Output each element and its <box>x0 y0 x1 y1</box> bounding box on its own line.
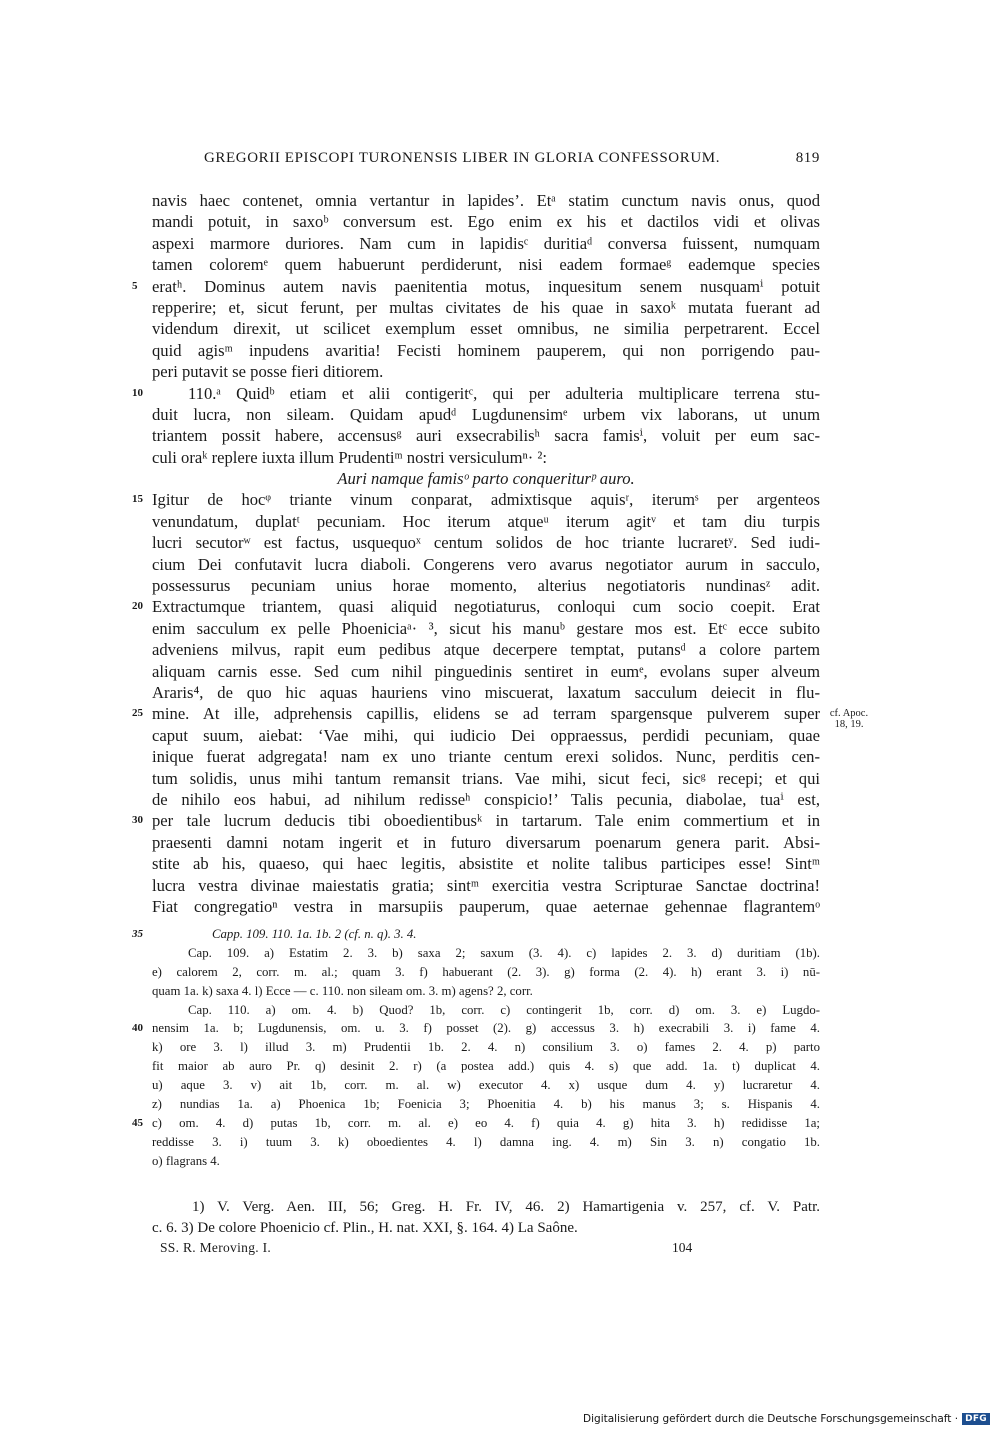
text-line-text: caput suum, aiebat: ‘Vae mihi, qui iudicio Dei oppraessus, perdidi pecuniam, quae <box>152 725 820 745</box>
line-number: 40 <box>132 1022 143 1035</box>
text-line-text: triantem possit habere, accensusᵍ auri exsecrabilisʰ sacra famisⁱ, voluit per eum sac- <box>152 426 820 446</box>
text-line-text: stite ab his, quaeso, qui haec legitis, absistite et nolite talibus participes esse! Sintᵐ <box>152 854 820 874</box>
text-line-text: possessurus pecuniam unius horae momento, alterius negotiatoris nundinasᶻ adit. <box>152 576 820 596</box>
text-line <box>152 725 820 746</box>
text-line-text: venundatum, duplatᵗ pecuniam. Hoc iterum atqueᵘ iterum agitᵛ et tam diu turpis <box>152 511 820 531</box>
text-line <box>152 425 820 446</box>
apparatus-line <box>152 963 820 982</box>
page-number: 819 <box>795 150 820 166</box>
funding-text: Digitalisierung gefördert durch die Deutsche Forschungsgemeinschaft · <box>583 1413 959 1425</box>
apparatus-line-text: o) flagrans 4. <box>152 1153 220 1168</box>
header-title: GREGORII EPISCOPI TURONENSIS LIBER IN GLORIA CONFESSORUM. <box>204 150 721 166</box>
dfg-logo: DFG <box>962 1413 990 1425</box>
text-line <box>132 383 820 404</box>
apparatus-line-text: fit maior ab auro Pr. q) desinit 2. r) (a postea add.) quis 4. s) que add. 1a. t) duplicat 4. <box>152 1059 820 1074</box>
apparatus-line <box>152 1152 820 1171</box>
text-line-text: lucri secutorʷ est factus, usquequoˣ centum solidos de hoc triante lucraretʸ. Sed iudi- <box>152 533 820 553</box>
text-line <box>152 853 820 874</box>
text-line-text: peri putavit se posse fieri ditiorem. <box>152 362 384 382</box>
apparatus-line <box>132 1114 820 1133</box>
apparatus-line-text: Cap. 109. a) Estatim 2. 3. b) saxa 2; saxum (3. 4). c) lapides 2. 3. d) duritiam (1b). <box>188 945 820 960</box>
text-line <box>152 789 820 810</box>
text-line <box>132 489 820 510</box>
signature-number: 104 <box>672 1240 693 1255</box>
text-line-text: de nihilo eos habui, ad nihilum redisseʰ conspicio!’ Talis pecunia, diabolae, tuaⁱ est, <box>152 789 820 809</box>
line-number: 30 <box>132 814 143 827</box>
line-number: 45 <box>132 1116 143 1129</box>
text-line-text: repperire; et, sicut ferunt, per multas civitates de his quae in saxoᵏ mutata fuerant ad <box>152 297 820 317</box>
text-line-text: tum solidis, unus mihi tantum remansit trians. Vae mihi, sicut feci, sicᵍ recepi; et qui <box>152 768 820 788</box>
text-line <box>152 468 820 489</box>
text-line <box>152 832 820 853</box>
text-line-text: lucra vestra divinae maiestatis gratia; sintᵐ exercitia vestra Scripturae Sanctae doctrina! <box>152 875 820 895</box>
apparatus-line <box>152 944 820 963</box>
text-line <box>152 297 820 318</box>
main-text <box>132 190 820 917</box>
text-line-text: mine. At ille, adprehensis capillis, elidens se ad terram spargensque pulverem super <box>152 704 820 724</box>
text-line <box>152 511 820 532</box>
text-line-text: quid agisᵐ inpudens avaritia! Fecisti hominem pauperem, qui non porrigendo pau- <box>152 340 820 360</box>
apparatus-line <box>152 982 820 1001</box>
line-number: 5 <box>132 279 138 292</box>
text-line <box>152 875 820 896</box>
text-line <box>152 682 820 703</box>
text-line-text: per tale lucrum deducis tibi oboedientibusᵏ in tartarum. Tale enim commertium et in <box>152 811 820 831</box>
text-line <box>132 596 820 617</box>
text-line-text: aspexi marmore duriores. Nam cum in lapidisᶜ duritiaᵈ conversa fuissent, numquam <box>152 233 820 253</box>
apparatus-line <box>132 925 820 944</box>
text-line-text: Extractumque triantem, quasi aliquid negotiaturus, conloqui cum socio coepit. Erat <box>152 597 820 617</box>
text-line-text: cium Dei confutavit lucra diaboli. Congerens vero avarus negotiator aurum in sacculo, <box>152 554 820 574</box>
text-line-text: praesenti damni notam ingerit et in futuro diversarum poenarum genera parit. Absi- <box>152 832 820 852</box>
footnote-line <box>152 1218 820 1239</box>
text-line <box>152 554 820 575</box>
margin-reference <box>824 708 874 730</box>
critical-apparatus <box>132 925 820 1171</box>
text-line <box>132 276 820 297</box>
text-line-text: Fiat congregatioⁿ vestra in marsupiis pauperum, quae aeternae gehennae flagrantemᵒ <box>152 896 820 916</box>
text-line <box>152 233 820 254</box>
apparatus-line <box>152 1076 820 1095</box>
apparatus-line-text: e) calorem 2, corr. m. al.; quam 3. f) habuerant (2. 3). g) forma (2. 4). h) erant 3. i) nū- <box>152 964 820 979</box>
apparatus-line-text: z) nundias 1a. a) Phoenica 1b; Foenicia 3; Phoenitia 4. b) his manus 3; s. Hispanis 4. <box>152 1097 820 1112</box>
text-line <box>152 661 820 682</box>
text-line <box>152 318 820 339</box>
text-line <box>152 211 820 232</box>
apparatus-line-text: Cap. 110. a) om. 4. b) Quod? 1b, corr. c) contingerit 1b, corr. d) om. 3. e) Lugdo- <box>188 1002 820 1017</box>
text-line-text: duit lucra, non sileam. Quidam apudᵈ Lugdunensimᵉ urbem vix laborans, ut unum <box>152 404 820 424</box>
line-number: 25 <box>132 707 143 720</box>
text-line <box>152 532 820 553</box>
text-line <box>152 254 820 275</box>
funding-notice <box>583 1413 990 1425</box>
line-number: 35 <box>132 928 143 940</box>
text-line-text: aliquam carnis esse. Sed cum nihil pinguedinis sentiret in eumᵉ, evolans super alveum <box>152 661 820 681</box>
text-line-text: eratʰ. Dominus autem navis paenitentia motus, inquesitum senem nusquamⁱ potuit <box>152 276 820 296</box>
apparatus-line-text: Capp. 109. 110. 1a. 1b. 2 (cf. n. q). 3. 4. <box>212 927 417 941</box>
text-line-text: enim sacculum ex pelle Phoeniciaᵃ· ³, sicut his manuᵇ gestare mos est. Etᶜ ecce subito <box>152 618 820 638</box>
footnote-line-text: c. 6. 3) De colore Phoenicio cf. Plin., H. nat. XXI, §. 164. 4) La Saône. <box>152 1220 578 1236</box>
footnote-line-text: 1) V. Verg. Aen. III, 56; Greg. H. Fr. IV, 46. 2) Hamartigenia v. 257, cf. V. Patr. <box>192 1199 820 1215</box>
line-number: 15 <box>132 493 143 506</box>
apparatus-line <box>152 1001 820 1020</box>
text-line <box>152 575 820 596</box>
apparatus-line-text: u) aque 3. v) ait 1b, corr. m. al. w) executor 4. x) usque dum 4. y) lucraretur 4. <box>152 1078 820 1093</box>
text-line-text: adveniens milvus, rapit eum pedibus atque decerpere temptat, putansᵈ a colore partem <box>152 640 820 660</box>
line-number: 20 <box>132 600 143 613</box>
text-line-text: inique fuerat adgregata! nam ex uno triante centum erexi solidos. Nunc, perditis cen- <box>152 747 820 767</box>
text-line <box>152 639 820 660</box>
apparatus-line-text: nensim 1a. b; Lugdunensis, om. u. 3. f) posset (2). g) accessus 3. h) execrabili 3. i) fame 4. <box>152 1021 820 1036</box>
text-line <box>152 618 820 639</box>
signature-label: SS. R. Meroving. I. <box>160 1240 272 1255</box>
line-number: 10 <box>132 386 143 399</box>
apparatus-line <box>152 1095 820 1114</box>
apparatus-line-text: reddisse 3. i) tuum 3. k) oboedientes 4. l) damna ing. 4. m) Sin 3. n) congatio 1b. <box>152 1134 820 1149</box>
apparatus-line <box>152 1133 820 1152</box>
text-line-text: navis haec contenet, omnia vertantur in lapides’. Etᵃ statim cunctum navis onus, quod <box>152 191 820 210</box>
apparatus-line <box>152 1038 820 1057</box>
text-line <box>152 447 820 468</box>
margin-reference-line: cf. Apoc. <box>829 708 869 719</box>
text-line-text: Igitur de hocᵠ triante vinum conparat, admixtisque aquisʳ, iterumˢ per argenteos <box>152 490 820 510</box>
text-line-text: videndum direxit, ut scilicet exemplum esset omnibus, ne similia perpetrarent. Eccel <box>152 319 820 339</box>
running-header <box>204 150 820 167</box>
apparatus-line-text: quam 1a. k) saxa 4. l) Ecce — c. 110. non sileam om. 3. m) agens? 2, corr. <box>152 983 533 998</box>
text-line-text: 110.ᵃ Quidᵇ etiam et alii contigeritᶜ, qui per adulteria multiplicare terrena stu- <box>188 383 820 403</box>
text-line <box>152 190 820 211</box>
text-line <box>132 810 820 831</box>
apparatus-line <box>132 1019 820 1038</box>
text-line <box>152 768 820 789</box>
footnotes <box>152 1197 820 1239</box>
text-line <box>152 340 820 361</box>
text-line <box>152 404 820 425</box>
text-line <box>132 703 820 724</box>
apparatus-line-text: c) om. 4. d) putas 1b, corr. m. al. e) eo 4. f) quia 4. g) hita 3. h) redidisse 1a; <box>152 1115 820 1130</box>
margin-reference-line: 18, 19. <box>834 719 864 730</box>
text-line <box>152 361 820 382</box>
text-line <box>152 896 820 917</box>
text-line-text: Auri namque famisᵒ parto conqueriturᵖ auro. <box>337 469 635 489</box>
text-line <box>152 746 820 767</box>
text-line-text: Araris⁴, de quo hic aquas hauriens vino miscuerat, laxatum sacculum deiecit in flu- <box>152 682 820 702</box>
text-line-text: tamen coloremᵉ quem habuerunt perdiderunt, nisi eadem formaeᵍ eademque species <box>152 255 820 275</box>
text-line-text: mandi potuit, in saxoᵇ conversum est. Ego enim ex his et dactilos vidi et olivas <box>152 212 820 232</box>
apparatus-line-text: k) ore 3. l) illud 3. m) Prudentii 1b. 2. 4. n) consilium 3. o) fames 2. 4. p) parto <box>152 1040 820 1055</box>
apparatus-line <box>152 1057 820 1076</box>
text-line-text: culi oraᵏ replere iuxta illum Prudentiᵐ nostri versiculumⁿ· ²: <box>152 447 547 467</box>
footnote-line <box>152 1197 820 1218</box>
